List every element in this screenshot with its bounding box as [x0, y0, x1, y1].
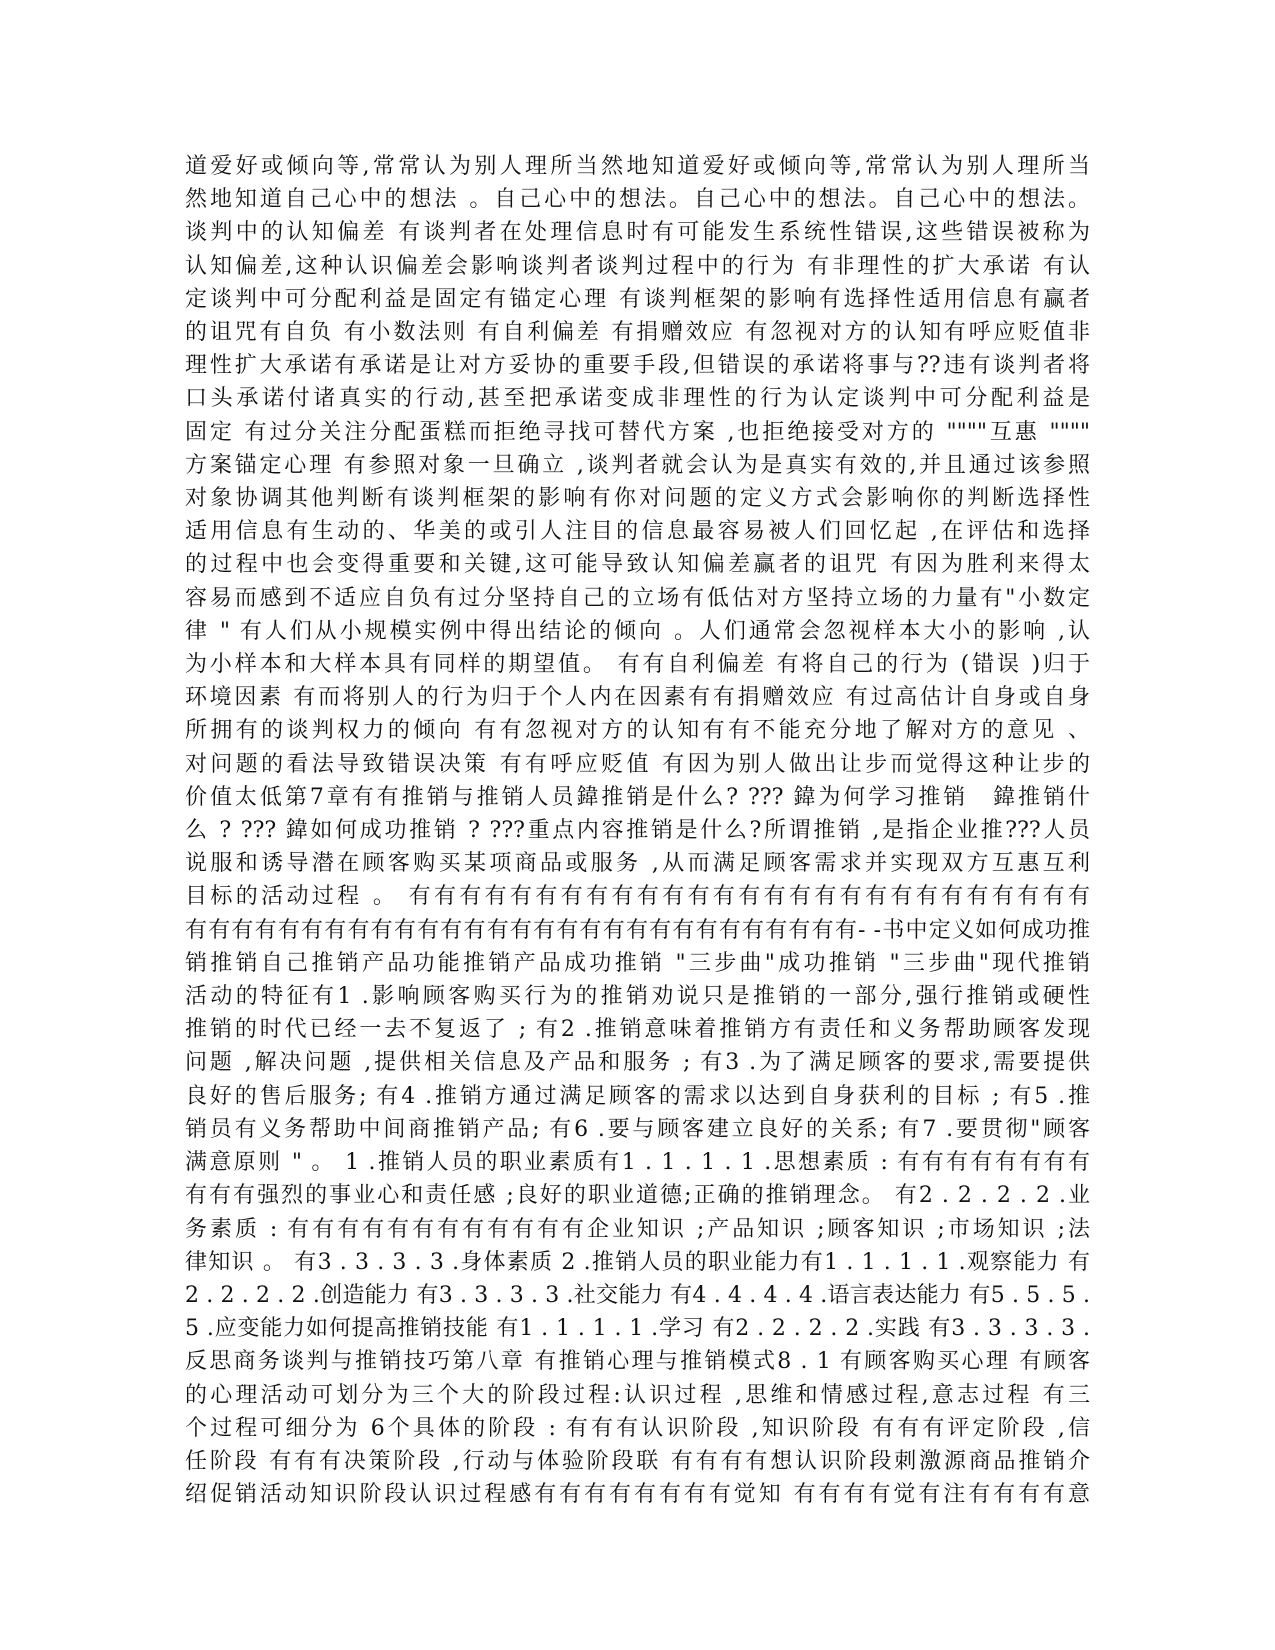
text-line: 有有有有有有有有有有有有有有有有有有有有有有有有有有有有有- -书中定义如何成功推 [185, 917, 1090, 943]
text-line: 定谈判中可分配利益是固定有锚定心理 有谈判框架的影响有选择性适用信息有赢者 [185, 286, 1090, 312]
text-line: 5 .应变能力如何提高推销技能 有1 . 1 . 1 . 1 .学习 有2 . 2 . 2 . 2 .实践 有3 . 3 . 3 . 3 . [185, 1316, 1090, 1342]
text-line: 为小样本和大样本具有同样的期望值。 有有自利偏差 有将自己的行为 (错误 )归于 [185, 652, 1090, 678]
text-line: 务素质 : 有有有有有有有有有有有有企业知识 ;产品知识 ;顾客知识 ;市场知识 ;法 [185, 1216, 1090, 1242]
text-line: 的心理活动可划分为三个大的阶段过程:认识过程 ,思维和情感过程,意志过程 有三 [185, 1382, 1090, 1408]
text-line: 推销的时代已经一去不复返了 ; 有2 .推销意味着推销方有责任和义务帮助顾客发现 [185, 1017, 1090, 1043]
document-page [185, 150, 1090, 1511]
text-line: 满意原则 " 。 1 .推销人员的职业素质有1 . 1 . 1 . 1 .思想素质 : 有有有有有有有有 [185, 1150, 1090, 1176]
text-line: 固定 有过分关注分配蛋糕而拒绝寻找可替代方案 ,也拒绝接受对方的 """"互惠 """" [185, 419, 1090, 445]
text-line: 有有有强烈的事业心和责任感 ;良好的职业道德;正确的推销理念。 有2 . 2 . 2 . 2 .业 [185, 1183, 1090, 1209]
text-line: 绍促销活动知识阶段认识过程感有有有有有有有有觉知 有有有有觉有注有有有有意 [185, 1482, 1090, 1508]
text-line: 道爱好或倾向等,常常认为别人理所当然地知道爱好或倾向等,常常认为别人理所当 [185, 154, 1090, 179]
text-line: 理性扩大承诺有承诺是让对方妥协的重要手段,但错误的承诺将事与??违有谈判者将 [185, 353, 1090, 379]
text-line: 销推销自己推销产品功能推销产品成功推销 "三步曲"成功推销 "三步曲"现代推销 [185, 950, 1090, 976]
text-line: 对象协调其他判断有谈判框架的影响有你对问题的定义方式会影响你的判断选择性 [185, 486, 1090, 512]
text-line: 价值太低第7章有有推销与推销人员鍏推销是什么? ??? 鍏为何学习推销 鍏推销什 [185, 784, 1090, 810]
text-line: 2 . 2 . 2 . 2 .创造能力 有3 . 3 . 3 . 3 .社交能力 有4 . 4 . 4 . 4 .语言表达能力 有5 . 5 . 5 . [185, 1282, 1090, 1308]
text-line: 口头承诺付诸真实的行动,甚至把承诺变成非理性的行为认定谈判中可分配利益是 [185, 386, 1090, 412]
text-line: 的过程中也会变得重要和关键,这可能导致认知偏差赢者的诅咒 有因为胜利来得太 [185, 552, 1090, 578]
text-line: 任阶段 有有有决策阶段 ,行动与体验阶段联 有有有有想认识阶段刺激源商品推销介 [185, 1448, 1090, 1474]
text-line: 对问题的看法导致错误决策 有有呼应贬值 有因为别人做出让步而觉得这种让步的 [185, 751, 1090, 777]
text-line: 然地知道自己心中的想法 。自己心中的想法。自己心中的想法。自己心中的想法。 [185, 187, 1090, 213]
text-line: 律知识 。 有3 . 3 . 3 . 3 .身体素质 2 .推销人员的职业能力有1 . 1 . 1 . 1 .观察能力 有 [185, 1249, 1090, 1275]
text-line: 容易而感到不适应自负有过分坚持自己的立场有低估对方坚持立场的力量有"小数定 [185, 585, 1090, 611]
text-line: 个过程可细分为 6个具体的阶段 : 有有有认识阶段 ,知识阶段 有有有评定阶段 ,信 [185, 1415, 1090, 1441]
text-line: 问题 ,解决问题 ,提供相关信息及产品和服务 ; 有3 .为了满足顾客的要求,需要提供 [185, 1050, 1090, 1076]
text-line: 反思商务谈判与推销技巧第八章 有推销心理与推销模式8 . 1 有顾客购买心理 有顾客 [185, 1349, 1090, 1375]
text-line: 适用信息有生动的、华美的或引人注目的信息最容易被人们回忆起 ,在评估和选择 [185, 519, 1090, 545]
text-line: 目标的活动过程 。 有有有有有有有有有有有有有有有有有有有有有有有有有有有 [185, 884, 1090, 910]
text-line: 良好的售后服务; 有4 .推销方通过满足顾客的需求以达到自身获利的目标 ; 有5 .推 [185, 1083, 1090, 1109]
text-line: 活动的特征有1 .影响顾客购买行为的推销劝说只是推销的一部分,强行推销或硬性 [185, 984, 1090, 1010]
text-line: 说服和诱导潜在顾客购买某项商品或服务 ,从而满足顾客需求并实现双方互惠互利 [185, 851, 1090, 877]
text-line: 的诅咒有自负 有小数法则 有自利偏差 有捐赠效应 有忽视对方的认知有呼应贬值非 [185, 320, 1090, 346]
text-line: 谈判中的认知偏差 有谈判者在处理信息时有可能发生系统性错误,这些错误被称为 [185, 220, 1090, 246]
text-line: 认知偏差,这种认识偏差会影响谈判者谈判过程中的行为 有非理性的扩大承诺 有认 [185, 253, 1090, 279]
text-line: 方案锚定心理 有参照对象一旦确立 ,谈判者就会认为是真实有效的,并且通过该参照 [185, 452, 1090, 478]
text-line: 所拥有的谈判权力的倾向 有有忽视对方的认知有有不能充分地了解对方的意见 、 [185, 718, 1090, 744]
text-line: 销员有义务帮助中间商推销产品; 有6 .要与顾客建立良好的关系; 有7 .要贯彻"顾客 [185, 1116, 1090, 1142]
text-line: 环境因素 有而将别人的行为归于个人内在因素有有捐赠效应 有过高估计自身或自身 [185, 685, 1090, 711]
text-line: 律 " 有人们从小规模实例中得出结论的倾向 。人们通常会忽视样本大小的影响 ,认 [185, 618, 1090, 644]
text-line: 么 ? ??? 鍏如何成功推销 ? ???重点内容推销是什么?所谓推销 ,是指企业推???人员 [185, 818, 1090, 844]
